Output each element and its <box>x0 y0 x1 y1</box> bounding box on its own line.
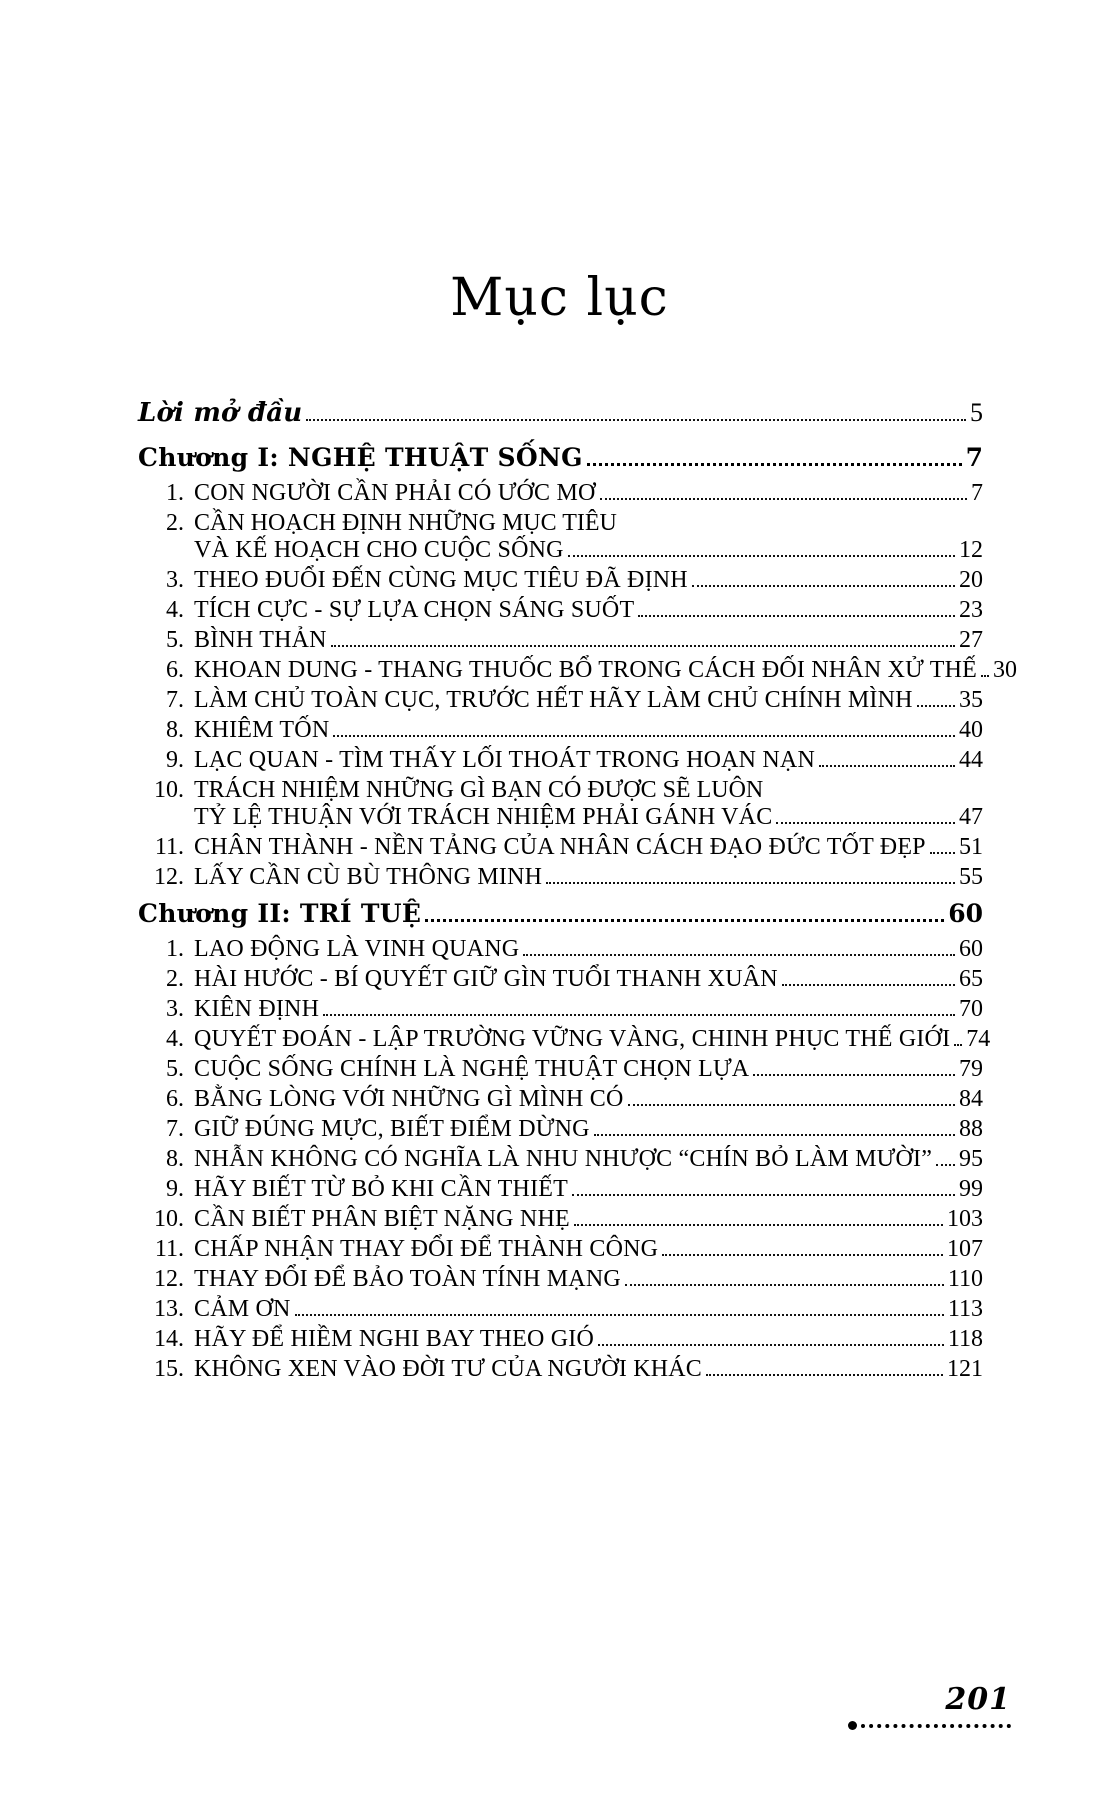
leader-dots <box>628 1103 956 1106</box>
chapter-heading-page: 60 <box>948 899 983 928</box>
toc-entry-number: 12. <box>154 864 184 890</box>
leader-dots <box>594 1133 955 1136</box>
toc-entry-line <box>138 804 983 831</box>
toc-entry-number: 3. <box>166 996 184 1022</box>
leader-dots <box>692 584 955 587</box>
toc-entry[interactable] <box>138 717 983 744</box>
toc-entry-number: 10. <box>154 1206 184 1232</box>
toc-entry-label: CẢM ƠN <box>194 1296 291 1322</box>
toc-entry-preface[interactable] <box>138 398 983 429</box>
toc-entry-number: 9. <box>166 1176 184 1202</box>
toc-entry-label: BÌNH THẢN <box>194 627 327 653</box>
toc-entry-page: 118 <box>947 1326 983 1352</box>
leader-dots <box>706 1373 943 1376</box>
toc-entry[interactable] <box>138 687 983 714</box>
leader-dots <box>546 881 955 884</box>
leader-dots <box>425 918 944 922</box>
leader-dots <box>306 418 966 421</box>
toc-entry-label: CẦN BIẾT PHÂN BIỆT NẶNG NHẸ <box>194 1206 570 1232</box>
leader-dots <box>981 674 989 677</box>
toc-entry-number: 7. <box>166 1116 184 1142</box>
toc-entry[interactable] <box>138 597 983 624</box>
folio-number: 201 <box>945 1682 1011 1717</box>
toc-entry-label: NHẪN KHÔNG CÓ NGHĨA LÀ NHU NHƯỢC “CHÍN BỎ LÀM MƯỜI” <box>194 1146 933 1172</box>
toc-entry[interactable] <box>138 1056 983 1083</box>
toc-entry[interactable] <box>138 936 983 963</box>
toc-entry-page: 65 <box>959 966 983 992</box>
toc-entry-page: 35 <box>959 687 983 713</box>
toc-entry-number: 1. <box>166 480 184 506</box>
toc-entry-page: 44 <box>959 747 983 773</box>
toc-entry[interactable] <box>138 1236 983 1263</box>
toc-entry-label: GIỮ ĐÚNG MỰC, BIẾT ĐIỂM DỪNG <box>194 1116 590 1142</box>
toc-entry-label: CHẤP NHẬN THAY ĐỔI ĐỂ THÀNH CÔNG <box>194 1236 659 1262</box>
toc-entry[interactable] <box>138 1326 983 1353</box>
toc-entry[interactable] <box>138 1176 983 1203</box>
toc-entry-page: 74 <box>966 1026 991 1052</box>
toc-entry[interactable] <box>138 1086 983 1113</box>
toc-entry-label: HÀI HƯỚC - BÍ QUYẾT GIỮ GÌN TUỔI THANH XUÂN <box>194 966 778 992</box>
toc-entry[interactable] <box>138 1356 983 1383</box>
toc-entry-number: 4. <box>166 597 184 623</box>
toc-chapter-heading[interactable] <box>138 899 983 930</box>
toc-entry[interactable] <box>138 657 1017 684</box>
toc-entry-number: 1. <box>166 936 184 962</box>
toc-entry-number: 8. <box>166 1146 184 1172</box>
toc-entry-number: 5. <box>166 1056 184 1082</box>
toc-entry-number: 6. <box>166 1086 184 1112</box>
toc-entry-label-cont: VÀ KẾ HOẠCH CHO CUỘC SỐNG <box>194 537 564 563</box>
toc-entry[interactable] <box>138 1296 983 1323</box>
toc-entry-label: KHÔNG XEN VÀO ĐỜI TƯ CỦA NGƯỜI KHÁC <box>194 1356 703 1382</box>
toc-entry[interactable] <box>138 627 983 654</box>
chapter-heading-label: Chương I: NGHỆ THUẬT SỐNG <box>138 443 583 472</box>
leader-dots <box>753 1073 955 1076</box>
toc-entry-label: HÃY ĐỂ HIỀM NGHI BAY THEO GIÓ <box>194 1326 594 1352</box>
toc-entry-page: 27 <box>959 627 983 653</box>
toc-entry-page: 121 <box>947 1356 983 1382</box>
toc-entry-page: 12 <box>959 537 983 563</box>
toc-entry-page: 79 <box>959 1056 983 1082</box>
toc-entry-page: 103 <box>947 1206 983 1232</box>
toc-entry-label: LẠC QUAN - TÌM THẤY LỐI THOÁT TRONG HOẠN NẠN <box>194 747 815 773</box>
toc-entry-number: 11. <box>154 1236 184 1262</box>
toc-entry-label: THAY ĐỔI ĐỂ BẢO TOÀN TÍNH MẠNG <box>194 1266 621 1292</box>
leader-dots <box>295 1313 944 1316</box>
table-of-contents <box>138 398 1017 1386</box>
leader-dots <box>587 462 962 466</box>
page-footer <box>848 1682 1011 1730</box>
folio-rule <box>848 1721 1011 1730</box>
toc-entry-number: 9. <box>166 747 184 773</box>
toc-entry-label: THEO ĐUỔI ĐẾN CÙNG MỤC TIÊU ĐÃ ĐỊNH <box>194 567 688 593</box>
leader-dots <box>333 734 955 737</box>
toc-entry-page: 88 <box>959 1116 983 1142</box>
toc-entry-label: LẤY CẦN CÙ BÙ THÔNG MINH <box>194 864 543 890</box>
toc-entry-page: 113 <box>947 1296 983 1322</box>
toc-entry[interactable] <box>138 480 983 507</box>
toc-entry-page: 47 <box>959 804 983 830</box>
toc-entry-number: 2. <box>166 966 184 992</box>
leader-dots <box>331 644 955 647</box>
toc-entry-page: 55 <box>959 864 983 890</box>
toc-entry-page: 107 <box>947 1236 983 1262</box>
toc-entry-label: BẰNG LÒNG VỚI NHỮNG GÌ MÌNH CÓ <box>194 1086 624 1112</box>
leader-dots <box>568 554 955 557</box>
toc-entry-page: 95 <box>959 1146 983 1172</box>
toc-entry-page: 30 <box>992 657 1017 683</box>
toc-entry-label: QUYẾT ĐOÁN - LẬP TRƯỜNG VỮNG VÀNG, CHINH PHỤC THẾ GIỚI <box>194 1026 951 1052</box>
toc-entry-label: KHIÊM TỐN <box>194 717 330 743</box>
toc-entry[interactable] <box>138 1206 983 1233</box>
toc-entry[interactable] <box>138 1116 983 1143</box>
toc-entry-number: 13. <box>154 1296 184 1322</box>
leader-dots <box>819 764 955 767</box>
toc-entry-number: 4. <box>166 1026 184 1052</box>
toc-entry[interactable] <box>138 996 983 1023</box>
toc-entry-number: 8. <box>166 717 184 743</box>
leader-dots <box>572 1193 955 1196</box>
toc-entry-line <box>138 510 983 537</box>
toc-entry[interactable] <box>138 834 983 861</box>
toc-entry[interactable] <box>138 966 983 993</box>
toc-entry-number: 2. <box>166 510 184 536</box>
toc-entry-page: 60 <box>959 936 983 962</box>
toc-entry-label: TÍCH CỰC - SỰ LỰA CHỌN SÁNG SUỐT <box>194 597 635 623</box>
leader-dots <box>323 1013 955 1016</box>
toc-entry-label: CUỘC SỐNG CHÍNH LÀ NGHỆ THUẬT CHỌN LỰA <box>194 1056 750 1082</box>
toc-entry-number: 3. <box>166 567 184 593</box>
toc-entry[interactable] <box>138 1266 983 1293</box>
toc-entry-page: 51 <box>959 834 983 860</box>
toc-entry-page: 99 <box>959 1176 983 1202</box>
toc-entry[interactable] <box>138 864 983 891</box>
toc-entry-page: 84 <box>959 1086 983 1112</box>
toc-entry-page: 7 <box>971 480 983 506</box>
toc-entry-page: 20 <box>959 567 983 593</box>
toc-entry-label: HÃY BIẾT TỪ BỎ KHI CẦN THIẾT <box>194 1176 568 1202</box>
toc-entry-number: 5. <box>166 627 184 653</box>
toc-entry-label: TRÁCH NHIỆM NHỮNG GÌ BẠN CÓ ĐƯỢC SẼ LUÔN <box>194 777 764 803</box>
page-title: Mục lục <box>450 268 669 328</box>
toc-entry-number: 6. <box>166 657 184 683</box>
toc-entry-number: 10. <box>154 777 184 803</box>
leader-dots <box>662 1253 943 1256</box>
chapter-heading-label: Chương II: TRÍ TUỆ <box>138 899 422 928</box>
leader-dots <box>930 851 955 854</box>
toc-entry[interactable] <box>138 1146 983 1173</box>
toc-entry-page: 5 <box>970 398 983 427</box>
leader-dots <box>782 983 955 986</box>
toc-entry[interactable] <box>138 567 983 594</box>
toc-entry-line <box>138 537 983 564</box>
leader-dots <box>936 1163 955 1166</box>
toc-entry[interactable] <box>138 510 983 564</box>
toc-entry-label: LAO ĐỘNG LÀ VINH QUANG <box>194 936 520 962</box>
toc-entry[interactable] <box>138 747 983 774</box>
leader-dots <box>625 1283 944 1286</box>
toc-entry-label: KIÊN ĐỊNH <box>194 996 320 1022</box>
folio-dot-icon <box>848 1721 857 1730</box>
toc-entry-line <box>138 777 983 804</box>
toc-entry-label: Lời mở đầu <box>138 398 303 428</box>
leader-dots <box>523 953 955 956</box>
toc-entry-page: 70 <box>959 996 983 1022</box>
toc-entry-label: KHOAN DUNG - THANG THUỐC BỔ TRONG CÁCH ĐỐI NHÂN XỬ THẾ <box>194 657 977 683</box>
leader-dots <box>638 614 955 617</box>
toc-entry-number: 15. <box>154 1356 184 1382</box>
toc-entry-number: 11. <box>154 834 184 860</box>
leader-dots <box>776 821 955 824</box>
toc-chapter-heading[interactable] <box>138 443 983 474</box>
toc-entry-page: 110 <box>947 1266 983 1292</box>
chapter-heading-page: 7 <box>965 443 983 472</box>
toc-entry[interactable] <box>138 1026 991 1053</box>
toc-entry-page: 40 <box>959 717 983 743</box>
toc-entry-label-cont: TỶ LỆ THUẬN VỚI TRÁCH NHIỆM PHẢI GÁNH VÁC <box>194 804 773 830</box>
toc-entry-label: LÀM CHỦ TOÀN CỤC, TRƯỚC HẾT HÃY LÀM CHỦ CHÍNH MÌNH <box>194 687 913 713</box>
leader-dots <box>917 704 955 707</box>
leader-dots <box>598 1343 944 1346</box>
leader-dots <box>600 497 967 500</box>
toc-entry-number: 14. <box>154 1326 184 1352</box>
leader-dots <box>574 1223 943 1226</box>
toc-entry-number: 7. <box>166 687 184 713</box>
leader-dots <box>954 1043 962 1046</box>
folio-dotted-line <box>861 1723 1011 1728</box>
toc-entry-page: 23 <box>959 597 983 623</box>
toc-entry[interactable] <box>138 777 983 831</box>
toc-entry-label: CHÂN THÀNH - NỀN TẢNG CỦA NHÂN CÁCH ĐẠO ĐỨC TỐT ĐẸP <box>194 834 926 860</box>
toc-entry-label: CON NGƯỜI CẦN PHẢI CÓ ƯỚC MƠ <box>194 480 596 506</box>
toc-entry-number: 12. <box>154 1266 184 1292</box>
toc-entry-label: CẦN HOẠCH ĐỊNH NHỮNG MỤC TIÊU <box>194 510 617 536</box>
